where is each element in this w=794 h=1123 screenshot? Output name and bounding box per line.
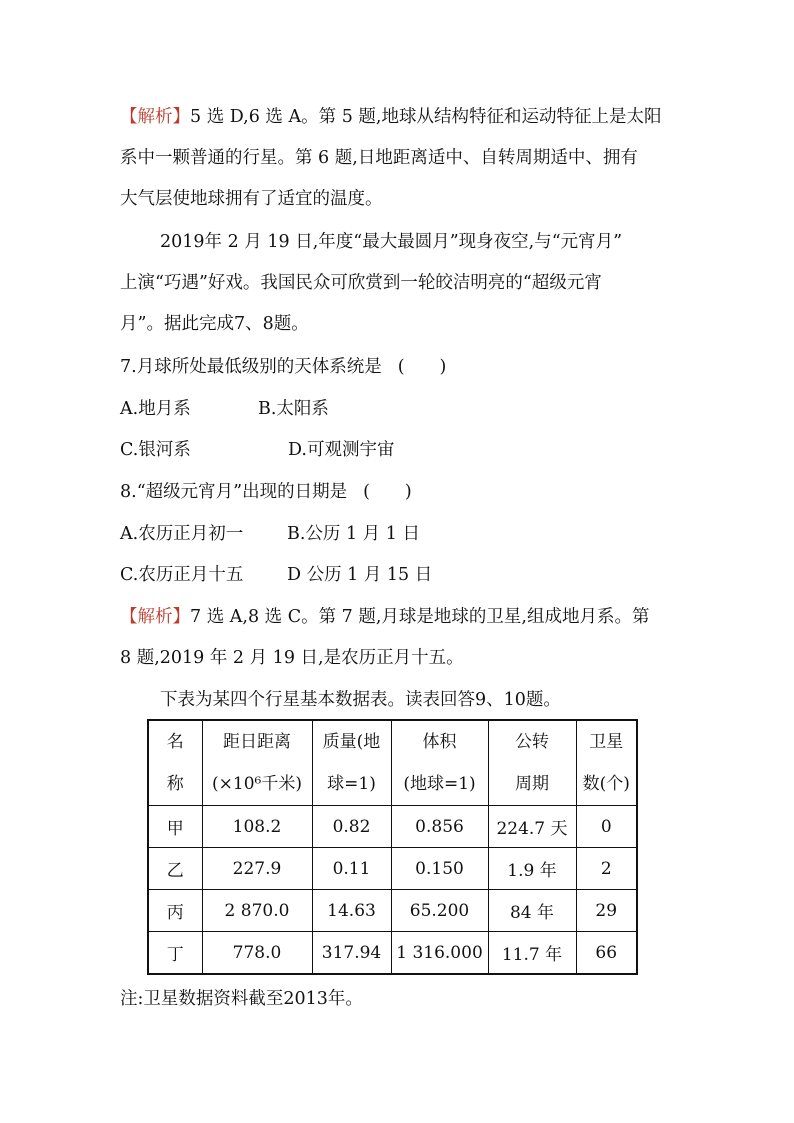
- table-cell: 甲: [148, 806, 202, 848]
- table-row: [148, 806, 637, 848]
- question-8-option-c: C.农历正月十五: [120, 565, 244, 585]
- table-cell: 29: [576, 890, 637, 932]
- question-7-stem: 7.月球所处最低级别的天体系统是: [120, 357, 382, 377]
- table-cell: 0.11: [312, 848, 391, 890]
- table-cell: 乙: [148, 848, 202, 890]
- table-header-cell: 体积 (地球=1): [391, 720, 488, 806]
- table-cell: 0.150: [391, 848, 488, 890]
- analysis-paragraph-1-line-1: [120, 105, 661, 129]
- question-8-answer-blank: ( ): [363, 482, 412, 502]
- analysis-paragraph-2-line-1: [120, 605, 650, 629]
- table-header-cell: 卫星 数(个): [576, 720, 637, 806]
- analysis-paragraph-1-line-3: 大气层使地球拥有了适宜的温度。: [120, 189, 383, 209]
- table-header-cell: 名 称: [148, 720, 202, 806]
- question-8-option-d: D 公历 1 月 15 日: [287, 565, 433, 585]
- table-cell: 0.82: [312, 806, 391, 848]
- table-cell: 0: [576, 806, 637, 848]
- question-7-option-b: B.太阳系: [258, 399, 329, 419]
- table-header-row: [148, 720, 637, 806]
- question-7-option-d: D.可观测宇宙: [288, 440, 395, 460]
- question-8-options-row-1: [120, 522, 420, 546]
- question-8-option-b: B.公历 1 月 1 日: [287, 524, 420, 544]
- table-cell: 2 870.0: [202, 890, 312, 932]
- table-cell: 66: [576, 932, 637, 975]
- table-header-cell: 公转 周期: [488, 720, 576, 806]
- table-cell: 65.200: [391, 890, 488, 932]
- table-cell: 227.9: [202, 848, 312, 890]
- table-cell: 1.9 年: [488, 848, 576, 890]
- passage-line-3: 月”。据此完成7、8题。: [120, 314, 309, 334]
- table-intro: 下表为某四个行星基本数据表。读表回答9、10题。: [160, 690, 561, 710]
- passage-line-1: 2019年 2 月 19 日,年度“最大最圆月”现身夜空,与“元宵月”: [160, 232, 623, 252]
- planet-data-table: [147, 719, 638, 975]
- question-7-option-c: C.银河系: [120, 440, 191, 460]
- analysis-text: 5 选 D,6 选 A。第 5 题,地球从结构特征和运动特征上是太阳: [190, 107, 662, 127]
- table-cell: 778.0: [202, 932, 312, 975]
- table-cell: 丁: [148, 932, 202, 975]
- question-7-option-a: A.地月系: [120, 399, 191, 419]
- table-cell: 2: [576, 848, 637, 890]
- table-note: 注:卫星数据资料截至2013年。: [120, 989, 363, 1009]
- table-row: [148, 848, 637, 890]
- question-8-option-a: A.农历正月初一: [120, 524, 244, 544]
- question-8-options-row-2: [120, 563, 432, 587]
- analysis-tag: 【解析】: [120, 607, 190, 627]
- question-8: [120, 480, 412, 504]
- table-cell: 0.856: [391, 806, 488, 848]
- table-header-cell: 质量(地 球=1): [312, 720, 391, 806]
- table-cell: 84 年: [488, 890, 576, 932]
- table-row: [148, 890, 637, 932]
- table-cell: 1 316.000: [391, 932, 488, 975]
- table-cell: 108.2: [202, 806, 312, 848]
- table-cell: 丙: [148, 890, 202, 932]
- passage-line-2: 上演“巧遇”好戏。我国民众可欣赏到一轮皎洁明亮的“超级元宵: [120, 273, 602, 293]
- analysis-paragraph-1-line-2: 系中一颗普通的行星。第 6 题,日地距离适中、自转周期适中、拥有: [120, 148, 638, 168]
- table-cell: 11.7 年: [488, 932, 576, 975]
- question-8-stem: 8.“超级元宵月”出现的日期是: [120, 482, 348, 502]
- table-cell: 224.7 天: [488, 806, 576, 848]
- table-cell: 14.63: [312, 890, 391, 932]
- table-cell: 317.94: [312, 932, 391, 975]
- analysis-paragraph-2-line-2: 8 题,2019 年 2 月 19 日,是农历正月十五。: [120, 648, 464, 668]
- question-7-answer-blank: ( ): [397, 357, 447, 377]
- analysis-tag: 【解析】: [120, 107, 190, 127]
- question-7: [120, 355, 446, 379]
- table-header-cell: 距日距离 (×10⁶千米): [202, 720, 312, 806]
- question-7-options-row-1: [120, 397, 329, 421]
- analysis-text: 7 选 A,8 选 C。第 7 题,月球是地球的卫星,组成地月系。第: [190, 607, 650, 627]
- table-row: [148, 932, 637, 975]
- question-7-options-row-2: [120, 438, 394, 462]
